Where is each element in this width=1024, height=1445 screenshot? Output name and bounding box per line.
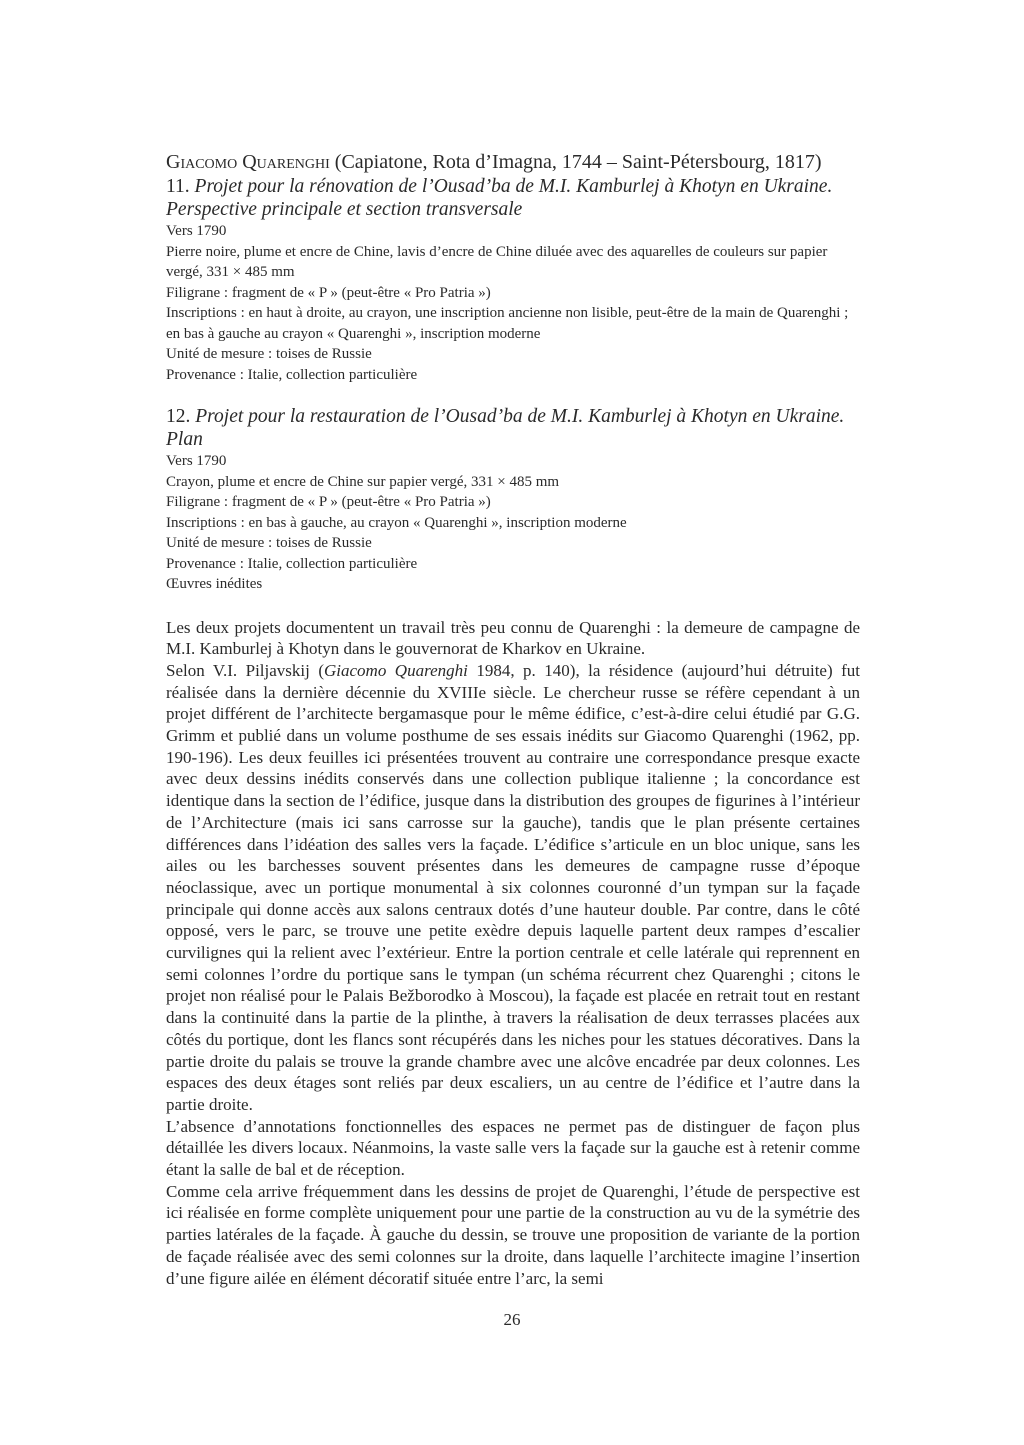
essay-paragraph-3: L’absence d’annotations fonctionnelles des espaces ne permet pas de distinguer de façon plus détaillée les divers locaux. Néanmoins, la vaste salle vers la façade sur la gauche est à retenir comme étant la salle de bal et de réception. xyxy=(166,1116,860,1180)
entry-12-title-text: Projet pour la restauration de l’Ousad’ba de M.I. Kamburlej à Khotyn en Ukraine. Plan xyxy=(166,406,845,450)
entry-12-provenance: Provenance : Italie, collection particulière xyxy=(166,555,418,572)
artist-life-dates: (Capiatone, Rota d’Imagna, 1744 – Saint-Pétersbourg, 1817) xyxy=(329,151,822,173)
entry-12-number: 12. xyxy=(166,406,191,427)
entry-12-inscriptions: Inscriptions : en bas à gauche, au crayon « Quarenghi », inscription moderne xyxy=(166,514,627,531)
essay-paragraph-2-lead: Selon V.I. Piljavskij ( xyxy=(166,660,324,680)
entry-12-unit: Unité de mesure : toises de Russie xyxy=(166,535,372,551)
essay-body xyxy=(166,617,860,1290)
essay-paragraph-2 xyxy=(166,660,860,1116)
page-content xyxy=(166,150,860,1289)
entry-11-title xyxy=(166,175,860,221)
entry-11-technique: Pierre noire, plume et encre de Chine, lavis d’encre de Chine diluée avec des aquarelles de couleurs sur papier vergé, 331 × 485 mm xyxy=(166,243,828,280)
entry-12-technique: Crayon, plume et encre de Chine sur papier vergé, 331 × 485 mm xyxy=(166,473,560,490)
essay-paragraph-2-rest: 1984, p. 140), la résidence (aujourd’hui détruite) fut réalisée dans la dernière décennie du XVIIIe siècle. Le chercheur russe se réfère cependant à un projet différent de l’architecte bergamasque pour le même édifice, c’est-à-dire celui étudié par G.G. Grimm et publié dans un volume posthume de ses essais inédits sur Giacomo Quarenghi (1962, pp. 190-196). Les deux feuilles ici présentées trouvent au contraire une correspondance presque exacte avec deux dessins inédits conservés dans une collection publique italienne ; la concordance est identique dans la section de l’édifice, jusque dans la distribution des groupes de figurines à l’intérieur de l’Architecture (mais ici sans carrosse sur la gauche), tandis que le plan présente certaines différences dans l’idéation des salles vers la façade. L’édifice s’articule en un bloc unique, sans les ailes ou les barchesses souvent présentes dans les demeures de campagne russe d’époque néoclassique, avec un portique monumental à six colonnes couronné d’un tympan sur la façade principale qui donne accès aux salons centraux dotés d’une hauteur double. Par contre, dans le côté opposé, vers le parc, se trouve une petite exèdre depuis laquelle partent deux rampes d’escalier curvilignes qui la relient avec l’extérieur. Entre la portion centrale et celle latérale qui reprennent en semi colonnes l’ordre du portique sans le tympan (un schéma récurrent chez Quarenghi ; citons le projet non réalisé pour le Palais Bežborodko à Moscou), la façade est placée en retrait tout en restant dans la continuité dans la partie de la plinthe, à travers la réalisation de deux terrasses placées aux côtés du portique, dont les flancs sont récupérés dans les niches pour les statues décoratives. Dans la partie droite du palais se trouve la grande chambre avec une alcôve encadrée par deux colonnes. Les espaces des deux étages sont reliés par deux escaliers, un au centre de l’édifice et l’autre dans la partie droite. xyxy=(166,660,860,1114)
spacer xyxy=(166,595,860,617)
entry-11-provenance: Provenance : Italie, collection particulière xyxy=(166,366,418,383)
essay-paragraph-1: Les deux projets documentent un travail très peu connu de Quarenghi : la demeure de campagne de M.I. Kamburlej à Khotyn dans le gouvernorat de Kharkov en Ukraine. xyxy=(166,617,860,659)
entry-12-title xyxy=(166,405,860,451)
entry-12-watermark: Filigrane : fragment de « P » (peut-être « Pro Patria ») xyxy=(166,494,491,510)
artist-first-name: Giacomo xyxy=(166,151,238,173)
entry-11-watermark: Filigrane : fragment de « P » (peut-être « Pro Patria ») xyxy=(166,284,491,301)
artist-heading xyxy=(166,150,860,175)
entry-11-unit: Unité de mesure : toises de Russie xyxy=(166,346,372,362)
artist-last-name: Quarenghi xyxy=(242,151,330,173)
entry-11-date: Vers 1790 xyxy=(166,223,227,239)
entry-12-unpublished: Œuvres inédites xyxy=(166,576,263,592)
entry-11-title-text: Projet pour la rénovation de l’Ousad’ba de M.I. Kamburlej à Khotyn en Ukraine. Perspective principale et section transversale xyxy=(166,176,833,220)
spacer xyxy=(166,385,860,405)
essay-paragraph-4: Comme cela arrive fréquemment dans les dessins de projet de Quarenghi, l’étude de perspective est ici réalisée en forme complète uniquement pour une partie de la construction au vu de la symétrie des parties latérales de la façade. À gauche du dessin, se trouve une proposition de variante de la portion de façade réalisée avec des semi colonnes sur la droite, dans laquelle l’architecte imagine l’insertion d’une figure ailée en élément décoratif située entre l’arc, la semi xyxy=(166,1181,860,1288)
entry-11-number: 11. xyxy=(166,176,190,197)
book-title: Giacomo Quarenghi xyxy=(324,660,468,680)
entry-11-inscriptions: Inscriptions : en haut à droite, au crayon, une inscription ancienne non lisible, peut-être de la main de Quarenghi ; en bas à gauche au crayon « Quarenghi », inscription moderne xyxy=(166,305,849,342)
entry-12-date: Vers 1790 xyxy=(166,453,227,469)
page-number: 26 xyxy=(503,1310,521,1329)
